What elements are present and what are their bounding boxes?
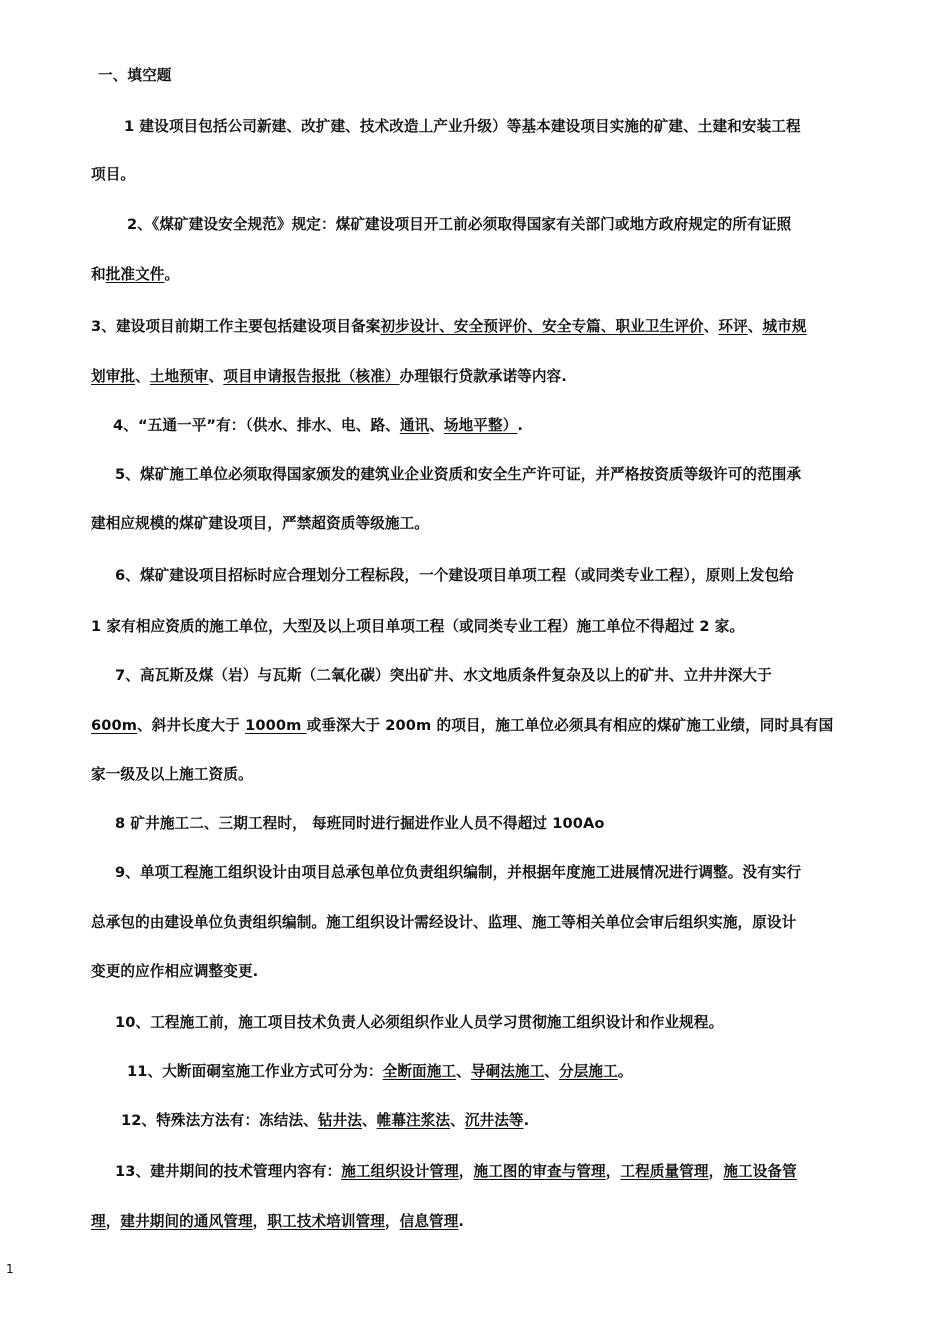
item-2-line-1: 2、《煤矿建设安全规范》规定：煤矿建设项目开工前必须取得国家有关部门或地方政府规定的所有证照: [127, 216, 792, 233]
item-1-line-1: 1 建设项目包括公司新建、改扩建、技术改造丄产业升级）等基本建设项目实施的矿建、土建和安装工程: [124, 118, 801, 135]
page-number: 1: [6, 1262, 14, 1276]
item-4-line-1: 4、“五通一平”有：（供水、排水、电、路、通讯、场地平整）.: [113, 417, 524, 434]
item-3-line-1: 3、建设项目前期工作主要包括建设项目备案初步设计、安全预评价、安全专篇、职业卫生评价、环评、城市规: [91, 318, 807, 335]
item-6-line-1: 6、煤矿建设项目招标时应合理划分工程标段，一个建设项目单项工程（或同类专业工程），原则上发包给: [115, 567, 794, 584]
item-5-line-2: 建相应规模的煤矿建设项目，严禁超资质等级施工。: [91, 515, 429, 532]
item-5-line-1: 5、煤矿施工单位必须取得国家颁发的建筑业企业资质和安全生产许可证，并严格按资质等级许可的范围承: [115, 466, 802, 483]
item-7-line-2: 600m、斜井长度大于 1000m 或垂深大于 200m 的项目，施工单位必须具有相应的煤矿施工业绩，同时具有国: [91, 717, 834, 734]
item-12-line-1: 12、特殊法方法有：冻结法、钻井法、帷幕注浆法、沉井法等.: [121, 1112, 530, 1129]
item-9-line-2: 总承包的由建设单位负责组织编制。施工组织设计需经设计、监理、施工等相关单位会审后组织实施，原设计: [91, 914, 797, 931]
item-13-line-2: 理，建井期间的通风管理，职工技术培训管理，信息管理.: [91, 1213, 465, 1230]
item-7-line-3: 家一级及以上施工资质。: [91, 766, 253, 783]
item-13-line-1: 13、建井期间的技术管理内容有：施工组织设计管理，施工图的审查与管理，工程质量管理，施工设备管: [115, 1163, 797, 1180]
item-10-line-1: 10、工程施工前，施工项目技术负责人必须组织作业人员学习贯彻施工组织设计和作业规程。: [115, 1014, 724, 1031]
item-2-line-2: 和批准文件。: [91, 266, 180, 283]
item-6-line-2: 1 家有相应资质的施工单位，大型及以上项目单项工程（或同类专业工程）施工单位不得超过 2 家。: [91, 618, 745, 635]
item-7-line-1: 7、高瓦斯及煤（岩）与瓦斯（二氧化碳）突出矿井、水文地质条件复杂及以上的矿井、立井井深大于: [115, 667, 772, 684]
item-3-line-2: 划审批、土地预审、项目申请报告报批（核准）办理银行贷款承诺等内容.: [91, 368, 567, 385]
item-9-line-1: 9、单项工程施工组织设计由项目总承包单位负责组织编制，并根据年度施工进展情况进行调整。没有实行: [115, 864, 802, 881]
item-1-line-2: 项目。: [91, 166, 136, 183]
item-9-line-3: 变更的应作相应调整变更.: [91, 963, 259, 980]
item-11-line-1: 11、大断面硐室施工作业方式可分为：全断面施工、导硐法施工、分层施工。: [127, 1063, 633, 1080]
item-8-line-1: 8 矿井施工二、三期工程时， 每班同时进行掘进作业人员不得超过 100Ao: [115, 815, 605, 832]
section-title: 一、填空题: [98, 67, 172, 84]
